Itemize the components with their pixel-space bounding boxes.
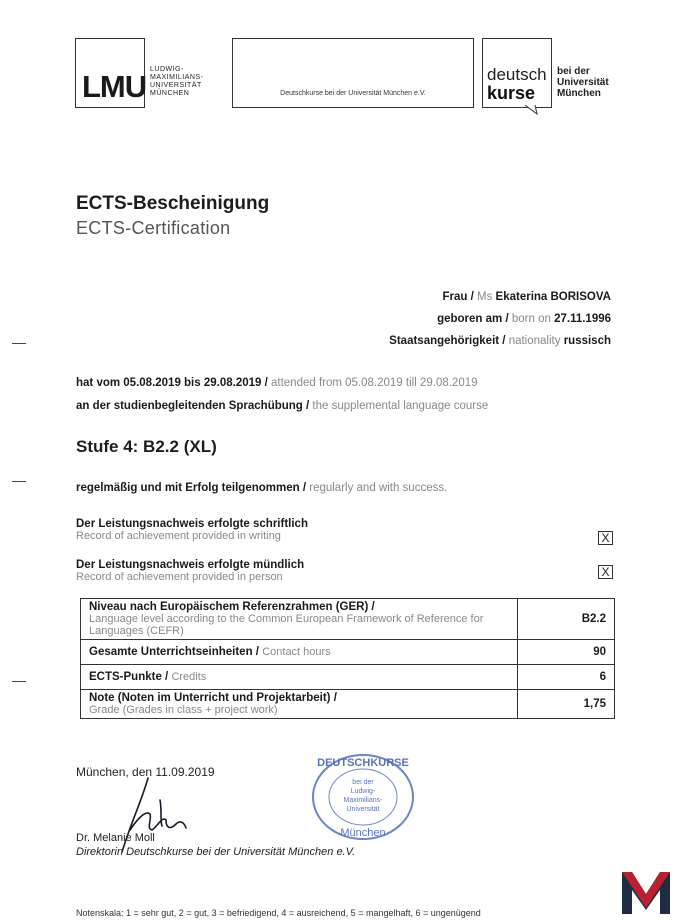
lmu-subtitle-line: LUDWIG- — [150, 66, 184, 73]
born-en: born on — [511, 313, 551, 325]
record-writing-en: Record of achievement provided in writing — [76, 530, 281, 542]
cefr-label-de: Niveau nach Europäischem Referenzrahmen (GER) / — [89, 601, 375, 613]
birth-date-line — [437, 313, 611, 325]
dk-logo-line1: deutsch — [487, 65, 547, 84]
place-date: München, den 11.09.2019 — [76, 765, 215, 779]
success-de: regelmäßig und mit Erfolg teilgenommen / — [76, 482, 307, 494]
hours-label-de: Gesamte Unterrichtseinheiten / — [89, 646, 259, 658]
salutation-de: Frau / — [442, 291, 474, 303]
deutschkurse-stamp — [307, 750, 419, 845]
record-oral-en: Record of achievement provided in person — [76, 571, 283, 583]
table-row — [81, 599, 615, 640]
credits-label-de: ECTS-Punkte / — [89, 671, 169, 683]
lmu-logo-text: LMU — [82, 69, 147, 104]
header-middle-box — [232, 38, 474, 108]
record-writing — [76, 518, 308, 542]
cefr-value: B2.2 — [518, 599, 615, 640]
lmu-subtitle-line: MAXIMILIANS- — [150, 74, 204, 81]
course-line — [76, 400, 488, 412]
person-name-line — [442, 291, 611, 303]
attended-de: hat vom 05.08.2019 bis 29.08.2019 / — [76, 377, 268, 389]
stamp-bottom-text: München — [340, 827, 386, 839]
margin-mark — [12, 343, 26, 344]
hours-label-en: Contact hours — [262, 646, 331, 658]
hours-value: 90 — [518, 640, 615, 665]
born-de: geboren am / — [437, 313, 509, 325]
success-line — [76, 482, 447, 494]
grading-scale: Notenskala: 1 = sehr gut, 2 = gut, 3 = befriedigend, 4 = ausreichend, 5 = mangelhaft, 6 = ungenügend — [76, 908, 481, 918]
record-oral — [76, 559, 304, 583]
stamp-middle-text: bei der — [352, 779, 374, 786]
course-level: Stufe 4: B2.2 (XL) — [76, 437, 217, 456]
grade-value: 1,75 — [518, 690, 615, 719]
speech-tail-icon — [523, 105, 545, 115]
table-label-cell — [81, 640, 518, 665]
stamp-top-text: DEUTSCHKURSE — [317, 757, 409, 769]
record-oral-checkbox: X — [598, 565, 613, 579]
dk-subtitle-line: bei der — [557, 66, 590, 77]
stamp-middle-text: Ludwig- — [350, 788, 376, 795]
nationality-en: nationality — [508, 335, 561, 347]
stamp-middle-text: Universität — [346, 806, 380, 813]
grade-label-en: Grade (Grades in class + project work) — [89, 704, 278, 716]
lmu-subtitle-line: UNIVERSITÄT — [150, 82, 202, 89]
lmu-logo — [75, 38, 145, 108]
person-name: Ekaterina BORISOVA — [495, 291, 611, 303]
header-middle-text: Deutschkurse bei der Universität München e.V. — [280, 90, 426, 97]
nationality-line — [389, 335, 611, 347]
m-logo-icon — [620, 868, 672, 916]
results-table — [80, 598, 615, 719]
signatory-role: Direktorin Deutschkurse bei der Universität München e.V. — [76, 846, 356, 858]
record-writing-de: Der Leistungsnachweis erfolgte schriftlich — [76, 518, 308, 530]
table-label-cell — [81, 665, 518, 690]
record-writing-checkbox: X — [598, 531, 613, 545]
dk-logo-line2: kurse — [487, 83, 536, 103]
table-label-cell — [81, 690, 518, 719]
dk-subtitle-line: Universität — [557, 77, 609, 88]
credits-label-en: Credits — [171, 671, 207, 683]
birth-date: 27.11.1996 — [554, 313, 611, 325]
lmu-subtitle-line: MÜNCHEN — [150, 90, 190, 97]
nationality-value: russisch — [563, 335, 611, 347]
table-row — [81, 665, 615, 690]
success-en: regularly and with success. — [309, 482, 448, 494]
table-row — [81, 640, 615, 665]
table-label-cell — [81, 599, 518, 640]
cefr-label-en: Language level according to the Common European Framework of Reference for Languages (CEFR) — [89, 613, 484, 637]
record-oral-de: Der Leistungsnachweis erfolgte mündlich — [76, 559, 305, 571]
margin-mark — [12, 681, 26, 682]
attendance-line — [76, 377, 478, 389]
dk-logo-subtitle — [557, 66, 609, 99]
salutation-en: Ms — [476, 291, 493, 303]
page-title: ECTS-Bescheinigung — [76, 193, 270, 214]
margin-mark — [12, 481, 26, 482]
attended-en: attended from 05.08.2019 till 29.08.2019 — [271, 377, 478, 389]
table-row — [81, 690, 615, 719]
nationality-de: Staatsangehörigkeit / — [389, 335, 506, 347]
credits-value: 6 — [518, 665, 615, 690]
page-subtitle: ECTS-Certification — [76, 218, 231, 238]
grade-label-de: Note (Noten im Unterricht und Projektarbeit) / — [89, 692, 337, 704]
lmu-logo-subtitle — [150, 66, 230, 98]
deutschkurse-logo — [482, 38, 552, 108]
stamp-middle-text: Maximilians- — [343, 797, 383, 804]
course-de: an der studienbegleitenden Sprachübung / — [76, 400, 310, 412]
dk-subtitle-line: München — [557, 88, 601, 99]
signatory-name: Dr. Melanie Moll — [76, 832, 155, 844]
course-en: the supplemental language course — [312, 400, 489, 412]
